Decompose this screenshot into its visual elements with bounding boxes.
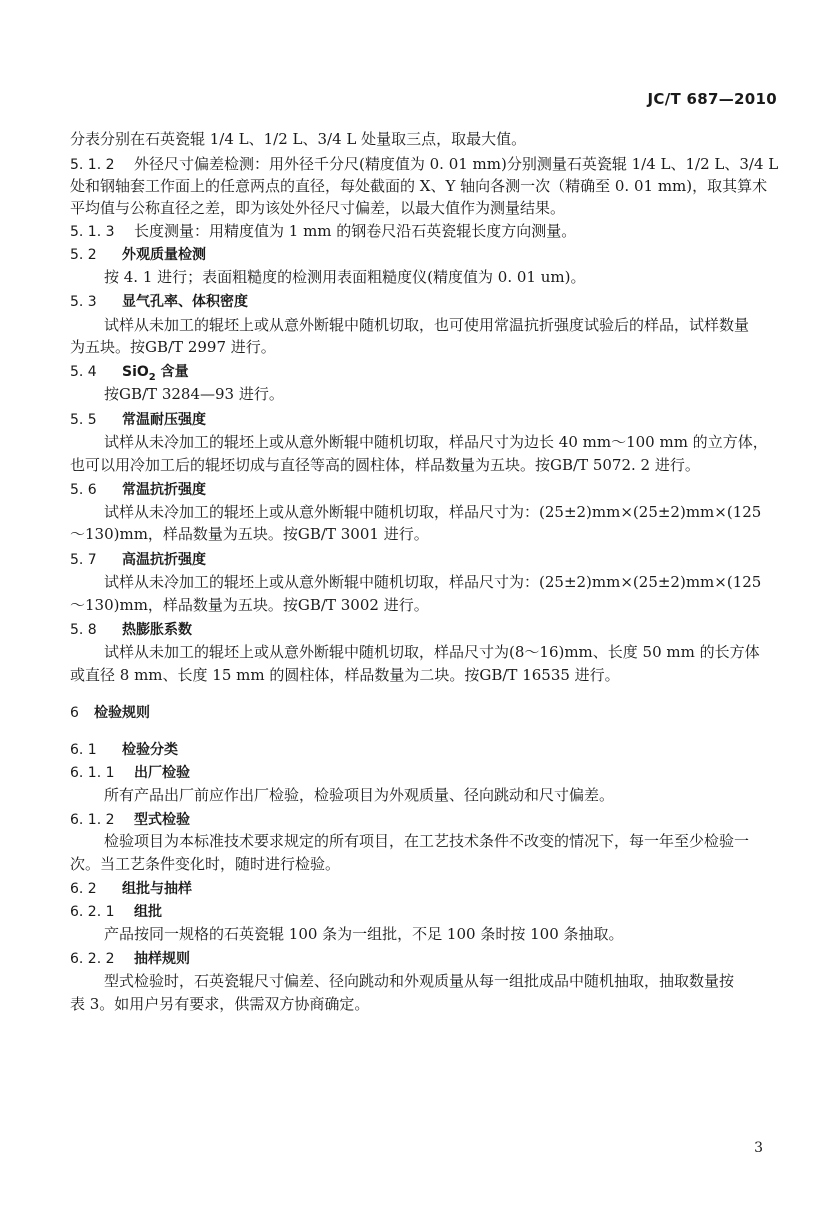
clause-number: 5. 1. 2	[70, 157, 115, 173]
chapter-6-heading	[70, 703, 780, 723]
paragraph-line: 试样从未冷加工的辊坯上或从意外断辊中随机切取，样品尺寸为：(25±2)mm×(25±2)mm×(125	[104, 573, 762, 591]
clause-number: 5. 7	[70, 552, 97, 568]
paragraph-line: 产品按同一规格的石英瓷辊 100 条为一组批，不足 100 条时按 100 条抽取。	[104, 925, 624, 943]
page-number: 3	[754, 1140, 763, 1156]
heading-6-2-1	[70, 902, 780, 922]
heading-6-2-2	[70, 949, 780, 969]
clause-title: 显气孔率、体积密度	[122, 294, 248, 310]
paragraph-line: ～130)mm，样品数量为五块。按GB/T 3001 进行。	[70, 525, 429, 543]
paragraph-line: ～130)mm，样品数量为五块。按GB/T 3002 进行。	[70, 596, 429, 614]
paragraph-line: 也可以用冷加工后的辊坯切成与直径等高的圆柱体，样品数量为五块。按GB/T 5072. 2 进行。	[70, 456, 700, 474]
standard-code: JC/T 687—2010	[647, 90, 777, 108]
clause-title: 出厂检验	[134, 765, 190, 781]
paragraph-line: 试样从未冷加工的辊坯上或从意外断辊中随机切取，样品尺寸为边长 40 mm～100 mm 的立方体，	[104, 433, 768, 451]
clause-number: 6. 2. 2	[70, 951, 115, 967]
heading-5-2	[70, 245, 780, 265]
clause-number: 5. 1. 3	[70, 224, 115, 240]
clause-number: 6. 2	[70, 881, 97, 897]
clause-5-1-2	[70, 155, 780, 175]
clause-text: 外径尺寸偏差检测：用外径千分尺(精度值为 0. 01 mm)分别测量石英瓷辊 1/4 L、1/2 L、3/4 L	[134, 155, 779, 173]
paragraph-line: 平均值与公称直径之差，即为该处外径尺寸偏差，以最大值作为测量结果。	[70, 199, 566, 217]
heading-5-4	[70, 362, 780, 387]
clause-number: 5. 8	[70, 622, 97, 638]
heading-5-8	[70, 620, 780, 640]
clause-title: 常温耐压强度	[122, 412, 206, 428]
paragraph-line: 试样从未冷加工的辊坯上或从意外断辊中随机切取，样品尺寸为：(25±2)mm×(25±2)mm×(125	[104, 503, 762, 521]
paragraph-line: 型式检验时，石英瓷辊尺寸偏差、径向跳动和外观质量从每一组批成品中随机抽取，抽取数量按	[104, 972, 735, 990]
clause-title: 热膨胀系数	[122, 622, 192, 638]
paragraph-line: 为五块。按GB/T 2997 进行。	[70, 338, 276, 356]
paragraph-line: 或直径 8 mm、长度 15 mm 的圆柱体，样品数量为二块。按GB/T 16535 进行。	[70, 666, 620, 684]
paragraph-line: 检验项目为本标准技术要求规定的所有项目，在工艺技术条件不改变的情况下，每一年至少检验一	[104, 832, 750, 850]
clause-number: 5. 5	[70, 412, 97, 428]
heading-6-1-1	[70, 763, 780, 783]
paragraph-line: 次。当工艺条件变化时，随时进行检验。	[70, 855, 341, 873]
clause-title-a: SiO	[122, 364, 149, 380]
paragraph-line: 试样从未加工的辊坯上或从意外断辊中随机切取，也可使用常温抗折强度试验后的样品，试样数量	[104, 316, 750, 334]
clause-number: 6. 1	[70, 742, 97, 758]
heading-6-1-2	[70, 810, 780, 830]
clause-title: 检验分类	[122, 742, 178, 758]
paragraph-line: 处和钢轴套工作面上的任意两点的直径，每处截面的 X、Y 轴向各测一次（精确至 0. 01 mm)，取其算术	[70, 177, 768, 195]
heading-5-6	[70, 480, 780, 500]
clause-title: 高温抗折强度	[122, 552, 206, 568]
clause-title: 外观质量检测	[122, 247, 206, 263]
heading-6-1	[70, 740, 780, 760]
heading-5-3	[70, 292, 780, 312]
clause-title-sub: 2	[148, 372, 156, 383]
paragraph-line: 按 4. 1 进行；表面粗糙度的检测用表面粗糙度仪(精度值为 0. 01 um)。	[104, 268, 586, 286]
clause-number: 5. 3	[70, 294, 97, 310]
clause-number: 6. 2. 1	[70, 904, 115, 920]
clause-text: 长度测量：用精度值为 1 mm 的钢卷尺沿石英瓷辊长度方向测量。	[134, 222, 577, 240]
chapter-number: 6	[70, 705, 79, 721]
paragraph-line: 分表分别在石英瓷辊 1/4 L、1/2 L、3/4 L 处量取三点，取最大值。	[70, 130, 527, 148]
clause-5-1-3	[70, 222, 780, 242]
clause-number: 5. 4	[70, 364, 97, 380]
clause-number: 6. 1. 2	[70, 812, 115, 828]
clause-title: 型式检验	[134, 812, 190, 828]
clause-title: 常温抗折强度	[122, 482, 206, 498]
paragraph-line: 按GB/T 3284—93 进行。	[104, 385, 284, 403]
heading-5-7	[70, 550, 780, 570]
clause-number: 5. 2	[70, 247, 97, 263]
clause-number: 5. 6	[70, 482, 97, 498]
clause-title-b: 含量	[155, 364, 189, 380]
clause-title: 组批	[134, 904, 162, 920]
clause-number: 6. 1. 1	[70, 765, 115, 781]
heading-5-5	[70, 410, 780, 430]
paragraph-line: 试样从未加工的辊坯上或从意外断辊中随机切取，样品尺寸为(8～16)mm、长度 50 mm 的长方体	[104, 643, 760, 661]
clause-title: 抽样规则	[134, 951, 190, 967]
heading-6-2	[70, 879, 780, 899]
paragraph-line: 所有产品出厂前应作出厂检验，检验项目为外观质量、径向跳动和尺寸偏差。	[104, 786, 615, 804]
paragraph-line: 表 3。如用户另有要求，供需双方协商确定。	[70, 995, 370, 1013]
clause-title: 组批与抽样	[122, 881, 192, 897]
chapter-title: 检验规则	[94, 705, 150, 721]
